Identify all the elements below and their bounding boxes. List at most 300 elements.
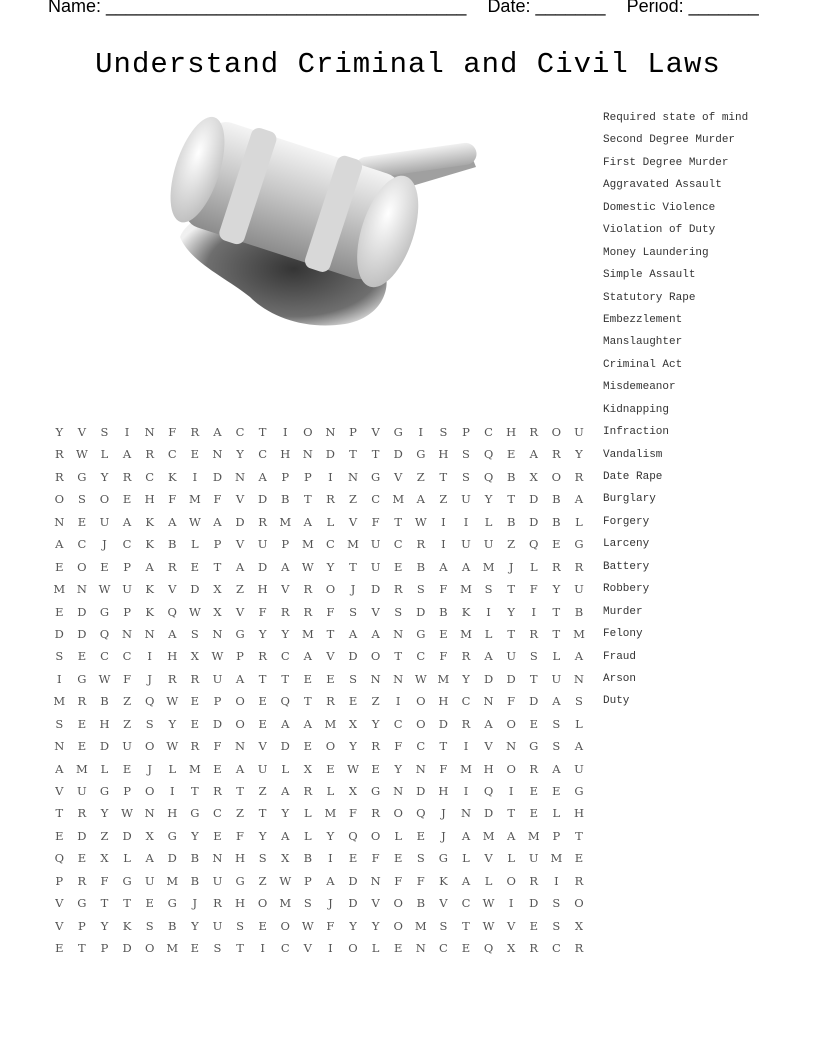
grid-letter[interactable]: D [99, 739, 110, 754]
grid-letter[interactable]: G [438, 851, 448, 866]
grid-letter[interactable]: E [55, 604, 64, 619]
grid-letter[interactable]: B [303, 851, 313, 866]
grid-letter[interactable]: F [394, 873, 403, 888]
grid-letter[interactable]: R [574, 559, 584, 574]
grid-letter[interactable]: E [190, 447, 200, 462]
grid-letter[interactable]: U [461, 492, 471, 507]
grid-letter[interactable]: Y [191, 828, 199, 843]
grid-letter[interactable]: M [324, 716, 337, 731]
grid-letter[interactable]: Z [236, 582, 245, 597]
grid-letter[interactable]: I [57, 671, 62, 686]
grid-letter[interactable]: E [371, 761, 380, 776]
grid-letter[interactable]: E [552, 537, 561, 552]
grid-letter[interactable]: G [393, 425, 403, 439]
grid-letter[interactable]: Y [191, 918, 199, 933]
grid-letter[interactable]: N [506, 739, 517, 754]
grid-letter[interactable]: O [370, 828, 381, 843]
grid-letter[interactable]: W [279, 873, 292, 888]
grid-letter[interactable]: O [348, 941, 358, 956]
grid-letter[interactable]: Z [258, 873, 267, 888]
grid-letter[interactable]: U [370, 559, 381, 574]
grid-letter[interactable]: M [324, 806, 337, 821]
grid-letter[interactable]: X [574, 918, 584, 933]
grid-letter[interactable]: R [77, 806, 87, 821]
grid-letter[interactable]: E [213, 761, 222, 776]
grid-letter[interactable]: E [506, 447, 516, 462]
grid-letter[interactable]: L [281, 761, 290, 776]
grid-letter[interactable]: F [439, 649, 448, 664]
grid-letter[interactable]: Y [258, 828, 267, 843]
grid-letter[interactable]: L [507, 851, 515, 866]
grid-letter[interactable]: M [279, 896, 292, 911]
grid-letter[interactable]: X [348, 716, 358, 731]
grid-letter[interactable]: B [552, 492, 561, 507]
grid-letter[interactable]: A [484, 649, 493, 664]
grid-letter[interactable]: S [416, 582, 425, 597]
grid-letter[interactable]: N [212, 851, 223, 866]
grid-letter[interactable]: O [144, 739, 155, 754]
grid-letter[interactable]: O [370, 649, 381, 664]
grid-letter[interactable]: I [282, 425, 288, 439]
grid-letter[interactable]: N [54, 514, 65, 529]
grid-letter[interactable]: P [123, 559, 131, 574]
grid-letter[interactable]: V [55, 896, 64, 911]
grid-letter[interactable]: W [211, 649, 224, 664]
grid-letter[interactable]: A [122, 514, 132, 529]
grid-letter[interactable]: C [438, 941, 448, 956]
grid-letter[interactable]: B [416, 896, 426, 911]
grid-letter[interactable]: V [235, 492, 245, 507]
grid-letter[interactable]: A [303, 649, 312, 664]
grid-letter[interactable]: M [460, 626, 472, 641]
grid-letter[interactable]: G [371, 784, 381, 798]
grid-letter[interactable]: V [484, 739, 493, 754]
grid-letter[interactable]: G [574, 537, 584, 552]
grid-letter[interactable]: G [190, 806, 200, 821]
grid-letter[interactable]: U [77, 784, 87, 798]
grid-letter[interactable]: N [347, 469, 359, 484]
grid-letter[interactable]: R [190, 425, 200, 439]
grid-letter[interactable]: C [100, 649, 109, 664]
grid-letter[interactable]: S [462, 469, 470, 484]
grid-letter[interactable]: F [439, 761, 448, 776]
grid-letter[interactable]: H [167, 649, 178, 664]
grid-letter[interactable]: G [235, 873, 245, 888]
grid-letter[interactable]: E [55, 559, 64, 574]
grid-letter[interactable]: I [147, 649, 152, 664]
grid-letter[interactable]: E [529, 918, 538, 933]
grid-letter[interactable]: H [573, 806, 584, 821]
grid-letter[interactable]: Y [349, 918, 357, 933]
grid-letter[interactable]: S [552, 896, 561, 911]
grid-letter[interactable]: D [483, 671, 494, 686]
grid-letter[interactable]: T [213, 559, 222, 574]
grid-letter[interactable]: X [213, 582, 222, 597]
grid-letter[interactable]: W [75, 447, 88, 462]
grid-letter[interactable]: A [145, 851, 154, 866]
grid-letter[interactable]: H [280, 447, 291, 462]
grid-letter[interactable]: R [529, 425, 539, 439]
grid-letter[interactable]: U [551, 671, 562, 686]
grid-letter[interactable]: I [328, 851, 333, 866]
grid-letter[interactable]: F [349, 806, 357, 821]
grid-letter[interactable]: N [415, 761, 426, 776]
grid-letter[interactable]: D [77, 828, 87, 843]
grid-letter[interactable]: S [55, 649, 64, 664]
grid-letter[interactable]: M [188, 492, 201, 507]
grid-letter[interactable]: F [507, 694, 516, 709]
grid-letter[interactable]: R [393, 582, 403, 597]
grid-letter[interactable]: D [506, 671, 516, 686]
grid-letter[interactable]: U [574, 582, 584, 597]
grid-letter[interactable]: Q [529, 537, 539, 552]
grid-letter[interactable]: B [190, 873, 200, 888]
grid-letter[interactable]: T [303, 694, 312, 709]
grid-letter[interactable]: R [303, 604, 313, 619]
grid-letter[interactable]: O [416, 694, 426, 709]
grid-letter[interactable]: N [393, 626, 404, 641]
grid-letter[interactable]: A [303, 514, 312, 529]
grid-letter[interactable]: D [348, 873, 358, 888]
grid-letter[interactable]: O [393, 918, 403, 933]
grid-letter[interactable]: H [99, 716, 110, 731]
grid-letter[interactable]: D [258, 559, 268, 574]
grid-letter[interactable]: T [258, 671, 267, 686]
grid-letter[interactable]: O [393, 806, 403, 821]
grid-letter[interactable]: S [439, 918, 448, 933]
grid-letter[interactable]: R [416, 537, 426, 552]
grid-letter[interactable]: O [99, 492, 110, 507]
grid-letter[interactable]: T [507, 626, 515, 641]
grid-letter[interactable]: R [54, 447, 64, 462]
grid-letter[interactable]: W [166, 739, 179, 754]
grid-letter[interactable]: W [414, 671, 427, 686]
grid-letter[interactable]: L [484, 514, 493, 529]
grid-letter[interactable]: Q [167, 604, 177, 619]
grid-letter[interactable]: F [258, 604, 267, 619]
grid-letter[interactable]: U [99, 514, 110, 529]
grid-letter[interactable]: L [326, 514, 335, 529]
grid-letter[interactable]: E [190, 694, 200, 709]
grid-letter[interactable]: U [212, 671, 223, 686]
grid-letter[interactable]: L [484, 626, 493, 641]
grid-letter[interactable]: A [552, 694, 561, 709]
grid-letter[interactable]: Q [483, 941, 494, 956]
grid-letter[interactable]: U [574, 425, 584, 439]
grid-letter[interactable]: Y [258, 626, 267, 641]
grid-letter[interactable]: P [303, 469, 312, 484]
grid-letter[interactable]: K [145, 514, 154, 529]
grid-letter[interactable]: I [508, 896, 514, 911]
grid-letter[interactable]: S [349, 604, 357, 619]
grid-letter[interactable]: V [258, 739, 267, 754]
grid-letter[interactable]: W [166, 694, 179, 709]
grid-letter[interactable]: L [552, 649, 561, 664]
grid-letter[interactable]: A [213, 514, 222, 529]
grid-letter[interactable]: K [122, 918, 132, 933]
grid-letter[interactable]: N [325, 425, 336, 439]
grid-letter[interactable]: C [393, 716, 403, 731]
grid-letter[interactable]: H [144, 492, 155, 507]
grid-letter[interactable]: G [77, 671, 87, 686]
grid-letter[interactable]: A [122, 447, 132, 462]
grid-letter[interactable]: A [145, 559, 154, 574]
grid-letter[interactable]: R [77, 694, 87, 709]
grid-letter[interactable]: E [100, 559, 109, 574]
grid-letter[interactable]: Y [507, 604, 515, 619]
grid-letter[interactable]: R [190, 739, 200, 754]
grid-letter[interactable]: S [552, 739, 561, 754]
grid-letter[interactable]: C [145, 469, 155, 484]
grid-letter[interactable]: T [529, 671, 538, 686]
grid-letter[interactable]: T [394, 649, 403, 664]
grid-letter[interactable]: T [258, 806, 267, 821]
grid-letter[interactable]: R [552, 447, 561, 462]
grid-letter[interactable]: W [482, 918, 495, 933]
grid-letter[interactable]: C [258, 447, 268, 462]
grid-letter[interactable]: M [437, 671, 450, 686]
grid-letter[interactable]: P [236, 649, 244, 664]
grid-letter[interactable]: A [213, 425, 222, 439]
grid-letter[interactable]: Q [483, 784, 494, 798]
grid-letter[interactable]: E [258, 716, 267, 731]
grid-letter[interactable]: T [507, 492, 515, 507]
grid-letter[interactable]: A [574, 649, 584, 664]
grid-letter[interactable]: T [326, 626, 335, 641]
grid-letter[interactable]: F [236, 828, 245, 843]
grid-letter[interactable]: V [394, 469, 403, 484]
grid-letter[interactable]: C [371, 492, 381, 507]
grid-letter[interactable]: J [147, 761, 152, 776]
grid-letter[interactable]: T [236, 784, 244, 798]
grid-letter[interactable]: C [416, 739, 426, 754]
grid-letter[interactable]: E [145, 896, 154, 911]
grid-letter[interactable]: A [281, 784, 290, 798]
grid-letter[interactable]: T [55, 806, 64, 821]
grid-letter[interactable]: R [280, 604, 290, 619]
grid-letter[interactable]: B [506, 469, 516, 484]
grid-letter[interactable]: J [508, 559, 514, 574]
grid-letter[interactable]: A [371, 626, 380, 641]
grid-letter[interactable]: N [460, 806, 472, 821]
grid-letter[interactable]: E [529, 784, 538, 798]
grid-letter[interactable]: M [482, 828, 495, 843]
grid-letter[interactable]: C [280, 941, 290, 956]
grid-letter[interactable]: X [507, 941, 516, 956]
grid-letter[interactable]: D [416, 784, 426, 798]
grid-letter[interactable]: H [506, 425, 517, 439]
grid-letter[interactable]: G [416, 447, 426, 462]
grid-letter[interactable]: V [303, 941, 312, 956]
grid-letter[interactable]: Y [281, 626, 290, 641]
grid-letter[interactable]: N [235, 739, 246, 754]
grid-letter[interactable]: F [416, 873, 425, 888]
grid-letter[interactable]: D [529, 896, 539, 911]
grid-letter[interactable]: Y [371, 918, 380, 933]
grid-letter[interactable]: A [574, 739, 584, 754]
grid-letter[interactable]: M [301, 626, 314, 641]
grid-letter[interactable]: Y [236, 447, 244, 462]
grid-letter[interactable]: E [348, 851, 358, 866]
grid-letter[interactable]: D [416, 604, 426, 619]
grid-letter[interactable]: S [349, 671, 357, 686]
grid-letter[interactable]: D [348, 896, 358, 911]
grid-letter[interactable]: C [280, 649, 290, 664]
grid-letter[interactable]: G [371, 469, 381, 484]
grid-letter[interactable]: S [439, 425, 448, 439]
grid-letter[interactable]: N [212, 447, 223, 462]
grid-letter[interactable]: T [258, 425, 267, 439]
grid-letter[interactable]: Y [100, 469, 109, 484]
grid-letter[interactable]: P [349, 425, 357, 439]
grid-letter[interactable]: B [416, 559, 426, 574]
grid-letter[interactable]: D [258, 492, 268, 507]
grid-letter[interactable]: U [483, 537, 494, 552]
grid-letter[interactable]: R [529, 626, 539, 641]
grid-letter[interactable]: R [461, 716, 471, 731]
grid-letter[interactable]: N [76, 582, 87, 597]
grid-letter[interactable]: Y [394, 761, 402, 776]
grid-letter[interactable]: L [123, 851, 131, 866]
grid-letter[interactable]: J [102, 537, 107, 552]
grid-letter[interactable]: L [484, 873, 493, 888]
grid-letter[interactable]: V [371, 896, 380, 911]
grid-letter[interactable]: V [55, 918, 64, 933]
grid-letter[interactable]: R [326, 492, 335, 507]
grid-letter[interactable]: B [190, 851, 200, 866]
grid-letter[interactable]: N [144, 626, 155, 641]
grid-letter[interactable]: N [393, 784, 404, 798]
grid-letter[interactable]: P [303, 873, 312, 888]
grid-letter[interactable]: A [461, 559, 471, 574]
grid-letter[interactable]: E [303, 739, 313, 754]
grid-letter[interactable]: Z [123, 716, 132, 731]
grid-letter[interactable]: D [529, 694, 539, 709]
grid-letter[interactable]: D [393, 447, 403, 462]
grid-letter[interactable]: S [190, 626, 199, 641]
grid-letter[interactable]: R [213, 784, 222, 798]
grid-letter[interactable]: E [77, 739, 87, 754]
grid-letter[interactable]: B [506, 514, 516, 529]
grid-letter[interactable]: O [551, 469, 562, 484]
grid-letter[interactable]: E [303, 671, 313, 686]
grid-letter[interactable]: R [167, 671, 177, 686]
grid-letter[interactable]: N [302, 447, 313, 462]
grid-letter[interactable]: O [144, 941, 155, 956]
grid-letter[interactable]: D [235, 514, 245, 529]
grid-letter[interactable]: X [303, 761, 312, 776]
grid-letter[interactable]: Q [54, 851, 65, 866]
grid-letter[interactable]: S [394, 604, 403, 619]
grid-letter[interactable]: A [574, 492, 584, 507]
grid-letter[interactable]: L [575, 716, 583, 731]
grid-letter[interactable]: S [77, 492, 86, 507]
grid-letter[interactable]: D [212, 716, 223, 731]
grid-letter[interactable]: S [55, 716, 64, 731]
grid-letter[interactable]: L [191, 537, 199, 552]
grid-letter[interactable]: E [552, 784, 561, 798]
grid-letter[interactable]: I [328, 941, 333, 956]
grid-letter[interactable]: C [326, 537, 335, 552]
grid-letter[interactable]: F [326, 604, 335, 619]
grid-letter[interactable]: W [98, 671, 111, 686]
grid-letter[interactable]: N [573, 671, 584, 686]
grid-letter[interactable]: E [574, 851, 584, 866]
grid-letter[interactable]: O [77, 559, 87, 574]
grid-letter[interactable]: E [461, 941, 471, 956]
grid-letter[interactable]: D [325, 447, 336, 462]
grid-letter[interactable]: T [349, 559, 357, 574]
grid-letter[interactable]: J [147, 671, 152, 686]
grid-letter[interactable]: U [212, 873, 223, 888]
grid-letter[interactable]: C [122, 537, 132, 552]
grid-letter[interactable]: H [167, 806, 178, 821]
grid-letter[interactable]: E [326, 761, 335, 776]
grid-letter[interactable]: K [145, 582, 154, 597]
grid-letter[interactable]: R [303, 582, 313, 597]
grid-letter[interactable]: F [213, 739, 222, 754]
grid-letter[interactable]: Y [349, 739, 357, 754]
grid-letter[interactable]: C [416, 649, 426, 664]
grid-letter[interactable]: S [529, 649, 538, 664]
grid-letter[interactable]: E [190, 559, 200, 574]
grid-letter[interactable]: L [304, 806, 312, 821]
grid-letter[interactable]: M [527, 828, 540, 843]
grid-letter[interactable]: E [439, 626, 448, 641]
grid-letter[interactable]: A [55, 761, 64, 776]
grid-letter[interactable]: U [370, 537, 381, 552]
grid-letter[interactable]: S [100, 425, 109, 439]
grid-letter[interactable]: L [100, 761, 109, 776]
grid-letter[interactable]: K [145, 604, 154, 619]
grid-letter[interactable]: U [506, 649, 517, 664]
grid-letter[interactable]: C [122, 649, 132, 664]
grid-letter[interactable]: A [461, 873, 471, 888]
grid-letter[interactable]: Y [484, 492, 493, 507]
grid-letter[interactable]: E [348, 694, 358, 709]
grid-letter[interactable]: X [145, 828, 154, 843]
grid-letter[interactable]: Z [258, 784, 267, 798]
grid-letter[interactable]: O [416, 716, 426, 731]
grid-letter[interactable]: N [144, 806, 155, 821]
grid-letter[interactable]: G [77, 896, 87, 911]
grid-letter[interactable]: P [213, 537, 222, 552]
grid-letter[interactable]: V [371, 604, 380, 619]
grid-letter[interactable]: G [167, 896, 177, 911]
grid-letter[interactable]: F [326, 918, 335, 933]
grid-letter[interactable]: S [145, 716, 154, 731]
grid-letter[interactable]: I [463, 739, 469, 754]
grid-letter[interactable]: O [393, 896, 403, 911]
grid-letter[interactable]: I [192, 469, 198, 484]
grid-letter[interactable]: M [166, 941, 179, 956]
grid-letter[interactable]: Z [123, 694, 132, 709]
grid-letter[interactable]: N [212, 626, 223, 641]
grid-letter[interactable]: X [529, 469, 538, 484]
grid-letter[interactable]: A [55, 537, 64, 552]
grid-letter[interactable]: L [304, 828, 312, 843]
grid-letter[interactable]: W [301, 559, 314, 574]
grid-letter[interactable]: A [235, 559, 245, 574]
grid-letter[interactable]: J [192, 896, 198, 911]
grid-letter[interactable]: I [441, 537, 446, 552]
grid-letter[interactable]: J [441, 828, 446, 843]
grid-letter[interactable]: I [508, 784, 514, 798]
grid-letter[interactable]: R [258, 514, 267, 529]
grid-letter[interactable]: U [257, 761, 268, 776]
grid-letter[interactable]: R [258, 649, 267, 664]
grid-letter[interactable]: R [190, 671, 200, 686]
